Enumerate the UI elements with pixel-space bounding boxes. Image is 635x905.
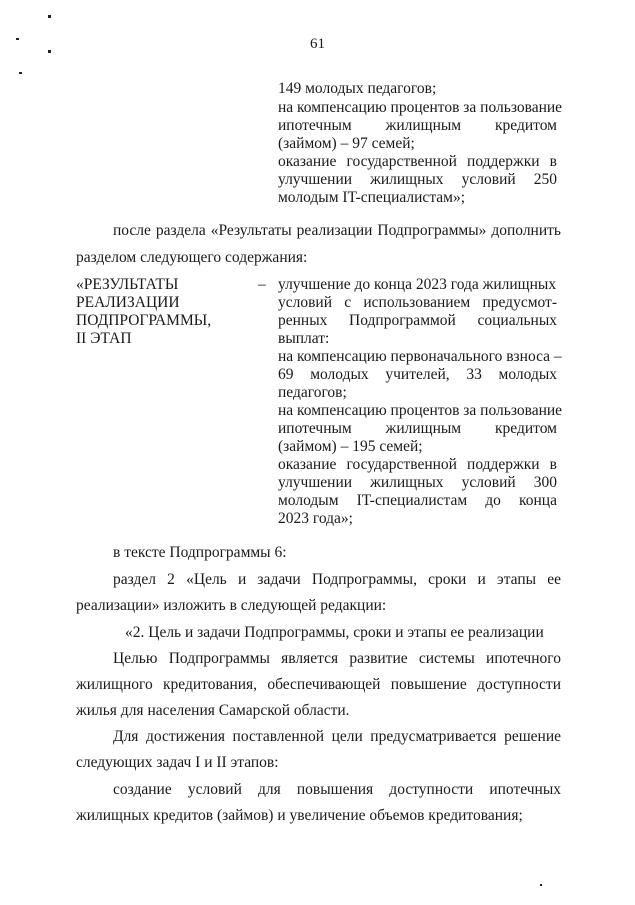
table-right-line: условий с использованием предусмот- — [278, 294, 557, 311]
scan-mark — [540, 884, 542, 886]
table-left-cell: РЕАЛИЗАЦИИ — [76, 294, 180, 311]
paragraph-line: Для достижения поставленной цели предусматривается решение — [113, 728, 561, 745]
paragraph-line: реализации» изложить в следующей редакции: — [76, 597, 387, 614]
table-left-cell: ПОДПРОГРАММЫ, — [76, 312, 212, 329]
table-left-cell: II ЭТАП — [76, 330, 132, 347]
text-line: ипотечным жилищным кредитом — [278, 117, 557, 134]
text-line: молодым IT-специалистам»; — [278, 189, 466, 206]
table-right-line: выплат: — [278, 330, 330, 347]
table-right-line: (займом) – 195 семей; — [278, 438, 423, 455]
paragraph-line: раздел 2 «Цель и задачи Подпрограммы, сроки и этапы ее — [113, 571, 561, 588]
paragraph-line: в тексте Подпрограммы 6: — [113, 544, 287, 561]
paragraph-line: после раздела «Результаты реализации Подпрограммы» дополнить — [113, 222, 561, 239]
table-right-line: на компенсацию процентов за пользование — [278, 402, 563, 419]
table-right-line: ипотечным жилищным кредитом — [278, 420, 557, 437]
table-dash: – — [258, 276, 266, 293]
page-number: 61 — [310, 36, 325, 52]
table-right-line: улучшение до конца 2023 года жилищных — [278, 276, 557, 293]
paragraph-line: жилья для населения Самарской области. — [76, 702, 350, 719]
table-right-line: на компенсацию первоначального взноса – — [278, 348, 562, 365]
paragraph-line: жилищных кредитов (займов) и увеличение объемов кредитования; — [76, 807, 523, 824]
section-heading: «2. Цель и задачи Подпрограммы, сроки и этапы ее реализации — [125, 624, 544, 641]
paragraph-line: жилищного кредитования, обеспечивающей повышение доступности — [76, 676, 561, 693]
paragraph-line: создание условий для повышения доступности ипотечных — [113, 781, 561, 798]
table-right-line: улучшении жилищных условий 300 — [278, 474, 557, 491]
table-right-line: 69 молодых учителей, 33 молодых — [278, 366, 557, 383]
paragraph-line: следующих задач I и II этапов: — [76, 754, 279, 771]
text-line: на компенсацию процентов за пользование — [278, 99, 563, 116]
scan-mark — [19, 72, 22, 74]
table-left-cell: «РЕЗУЛЬТАТЫ — [76, 276, 179, 293]
table-right-line: ренных Подпрограммой социальных — [278, 312, 557, 329]
paragraph-line: Целью Подпрограммы является развитие системы ипотечного — [113, 650, 561, 667]
text-line: (займом) – 97 семей; — [278, 135, 415, 152]
table-right-line: педагогов; — [278, 384, 347, 401]
text-line: 149 молодых педагогов; — [278, 80, 437, 97]
table-right-line: молодым IT-специалистам до конца — [278, 492, 557, 509]
paragraph-line: разделом следующего содержания: — [76, 249, 308, 266]
table-right-line: оказание государственной поддержки в — [278, 456, 557, 473]
table-right-line: 2023 года»; — [278, 510, 353, 527]
text-line: оказание государственной поддержки в — [278, 153, 557, 170]
scan-mark — [48, 15, 51, 18]
text-line: улучшении жилищных условий 250 — [278, 171, 557, 188]
